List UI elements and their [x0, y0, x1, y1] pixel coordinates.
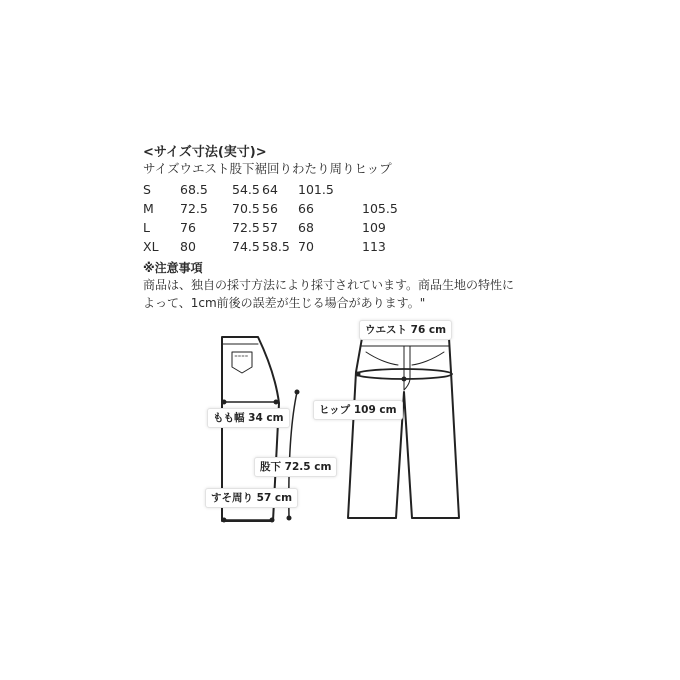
size-cell: XL: [143, 239, 159, 254]
thigh-cell: 66: [298, 201, 314, 216]
hip-label: ヒップ 109 cm: [313, 400, 403, 420]
hip-cell: 105.5: [362, 201, 398, 216]
thigh-cell: 70: [298, 239, 314, 254]
hem-cell: 58.5: [262, 239, 290, 254]
hem-label: すそ周り 57 cm: [205, 488, 298, 508]
thigh-cell: 68: [298, 220, 314, 235]
front-view-pants: [348, 338, 459, 518]
inseam-cell: 72.5: [232, 220, 260, 235]
notes-line: 商品は、独自の採寸方法により採寸されています。商品生地の特性に: [143, 278, 515, 292]
section-title: <サイズ寸法(実寸)>: [143, 145, 267, 160]
thigh-cell: 101.5: [298, 182, 334, 197]
notes-line: よって、1cm前後の誤差が生じる場合があります。": [143, 296, 426, 310]
table-header: サイズウエスト股下裾回りわたり周りヒップ: [143, 161, 392, 176]
waist-cell: 76: [180, 220, 196, 235]
notes-title: ※注意事項: [143, 261, 203, 275]
size-cell: L: [143, 220, 150, 235]
hem-cell: 57: [262, 220, 278, 235]
hem-cell: 56: [262, 201, 278, 216]
hip-cell: 113: [362, 239, 386, 254]
hem-cell: 64: [262, 182, 278, 197]
hip-cell: 109: [362, 220, 386, 235]
thigh-label: もも幅 34 cm: [207, 408, 290, 428]
waist-cell: 80: [180, 239, 196, 254]
inseam-cell: 54.5: [232, 182, 260, 197]
inseam-cell: 70.5: [232, 201, 260, 216]
inseam-cell: 74.5: [232, 239, 260, 254]
waist-cell: 72.5: [180, 201, 208, 216]
size-cell: S: [143, 182, 151, 197]
waist-label: ウエスト 76 cm: [359, 320, 452, 340]
size-cell: M: [143, 201, 154, 216]
waist-cell: 68.5: [180, 182, 208, 197]
inseam-label: 股下 72.5 cm: [254, 457, 337, 477]
